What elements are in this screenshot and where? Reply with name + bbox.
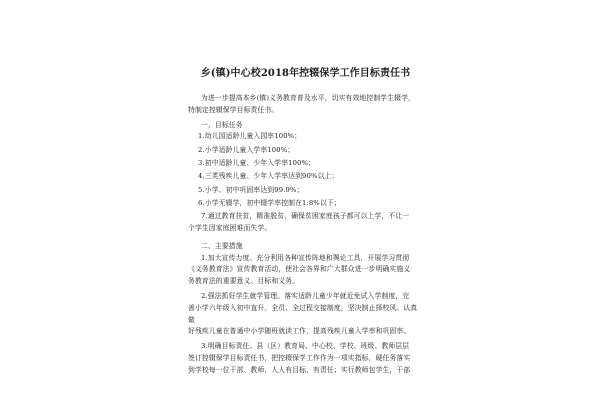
measure-3-line-1: 3.明确目标责任。县（区）教育局、中心校、学校、班级、教师层层 [201,342,410,351]
measure-3-line-3: 到学校每一位干部、教师，人人有目标，有责任；实行教师包学生，干部 [188,365,411,374]
measure-1-line-1: 1.加大宣传力度。充分利用各种宣传阵地和舆论工具，开展学习贯彻 [201,253,410,262]
measure-3-line-2: 签订控辍保学目标责任书，把控辍保学工作作为一项实指标，硬任务落实 [188,353,411,362]
target-item-7-line-2: 个学生因家庭困难而失学。 [188,223,272,232]
measure-2-line-3: 好残疾儿童在普通中小学随班就读工作，提高残疾儿童入学率和巩固率。 [188,327,411,336]
target-item-3: 3.初中适龄儿童、少年入学率100%； [198,158,316,167]
target-item-5: 5.小学、初中巩固率达到99.9%； [198,185,304,194]
document-body [188,64,423,377]
section-1-heading: 一、目标任务 [201,120,243,129]
target-item-7-line-1: 7.通过教育扶贫，精准脱贫，确保贫困家庭孩子都可以上学，不让一 [201,212,410,221]
target-item-6: 6.小学无辍学，初中辍学率控制在1.8%以下； [198,198,341,207]
measure-1-line-3: 务教育法的重要意义、目标和义务。 [188,277,300,286]
target-item-1: 1.幼儿园适龄儿童入园率100%； [198,132,302,141]
intro-line-2: 特制定控辍保学目标责任书。 [188,105,279,114]
intro-line-1: 为进一步提高本乡(镇)义务教育普及水平，切实有效地控制学生辍学， [201,94,416,102]
section-2-heading: 二、主要措施 [201,241,243,250]
target-item-4: 4.三类残疾儿童、少年入学率达到90%以上； [198,172,339,181]
measure-2-line-1: 2.强法抓好学生就学管理。落实适龄儿童少年就近免试入学制度，完 [201,291,410,300]
target-item-2: 2.小学适龄儿童入学率100%； [198,145,295,154]
measure-1-line-2: 《义务教育法》宣传教育活动，使社会各界和广大群众进一步明确实施义 [188,265,411,274]
document-title: 乡(镇)中心校2018年控辍保学工作目标责任书 [200,68,411,79]
measure-2-line-2: 善小学六年级入初中直升、全员、全过程交接制度，坚决制止择校风。认真做 [188,303,418,324]
